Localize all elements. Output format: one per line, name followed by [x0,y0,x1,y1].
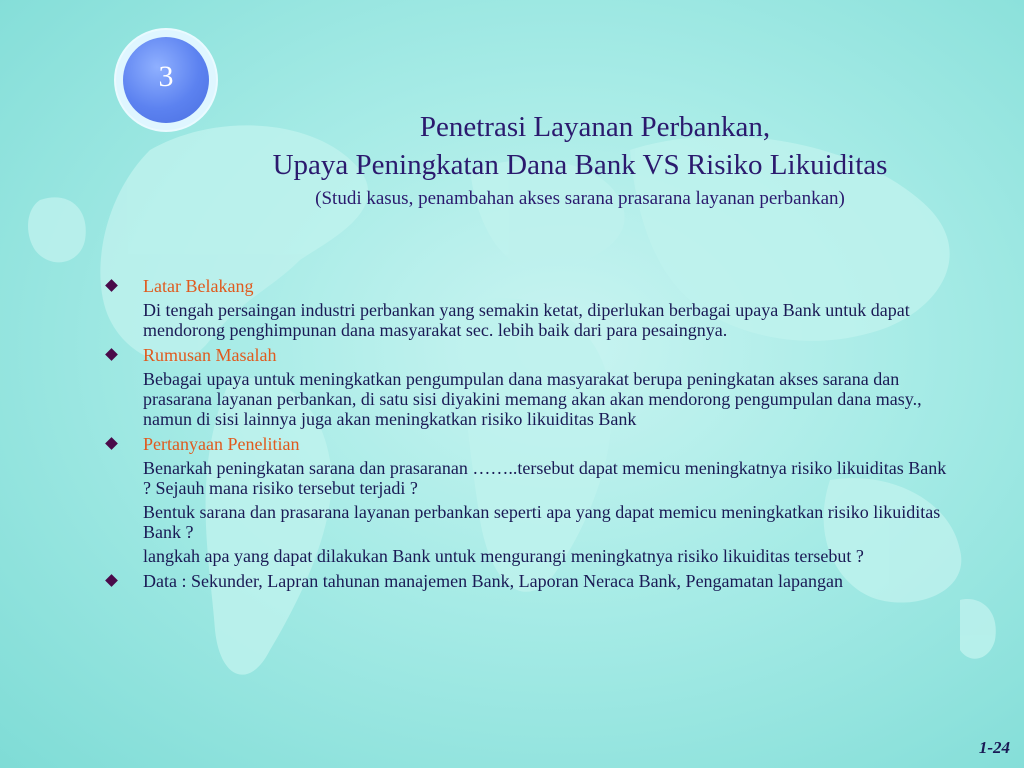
text-pertanyaan-2: Bentuk sarana dan prasarana layanan perbankan seperti apa yang dapat memicu meningkatkan risiko likuiditas Bank ? [143,502,941,542]
title-line-2: Upaya Peningkatan Dana Bank VS Risiko Likuiditas [272,149,888,181]
title-subtitle: (Studi kasus, penambahan akses sarana prasarana layanan perbankan) [315,188,845,209]
bullet-pertanyaan-penelitian [105,434,955,454]
slide-number-badge: 3 [123,37,209,123]
bullet-latar-belakang [105,276,955,296]
diamond-bullet-icon [105,279,118,292]
bullet-rumusan-masalah [105,345,955,365]
text-pertanyaan-1: Benarkah peningkatan sarana dan prasaranan ……..tersebut dapat memicu meningkatnya risiko likuiditas Bank ? Sejauh mana risiko tersebut terjadi ? [143,458,947,498]
heading-pertanyaan-penelitian: Pertanyaan Penelitian [143,434,300,454]
diamond-bullet-icon [105,574,118,587]
page-number: 1-24 [978,738,1010,757]
text-latar-belakang: Di tengah persaingan industri perbankan yang semakin ketat, diperlukan berbagai upaya Bank untuk dapat mendorong penghimpunan dana masyarakat sec. lebih baik dari para pesaingnya. [143,300,910,340]
diamond-bullet-icon [105,437,118,450]
slide-title [120,108,940,212]
title-line-1: Penetrasi Layanan Perbankan, [419,111,771,143]
text-rumusan-masalah: Bebagai upaya untuk meningkatkan pengumpulan dana masyarakat berupa peningkatan akses sarana dan prasarana layanan perbankan, di satu sisi diyakini memang akan akan mendorong pengumpulan dana masy., namun di sisi lainnya juga akan meningkatkan risiko likuiditas Bank [143,369,922,429]
bullet-data [105,571,955,591]
slide-content [105,276,955,591]
heading-latar-belakang: Latar Belakang [143,276,254,296]
text-data: Data : Sekunder, Lapran tahunan manajemen Bank, Laporan Neraca Bank, Pengamatan lapangan [143,571,843,591]
text-pertanyaan-3: langkah apa yang dapat dilakukan Bank untuk mengurangi meningkatnya risiko likuiditas tersebut ? [143,546,864,566]
heading-rumusan-masalah: Rumusan Masalah [143,345,277,365]
diamond-bullet-icon [105,348,118,361]
